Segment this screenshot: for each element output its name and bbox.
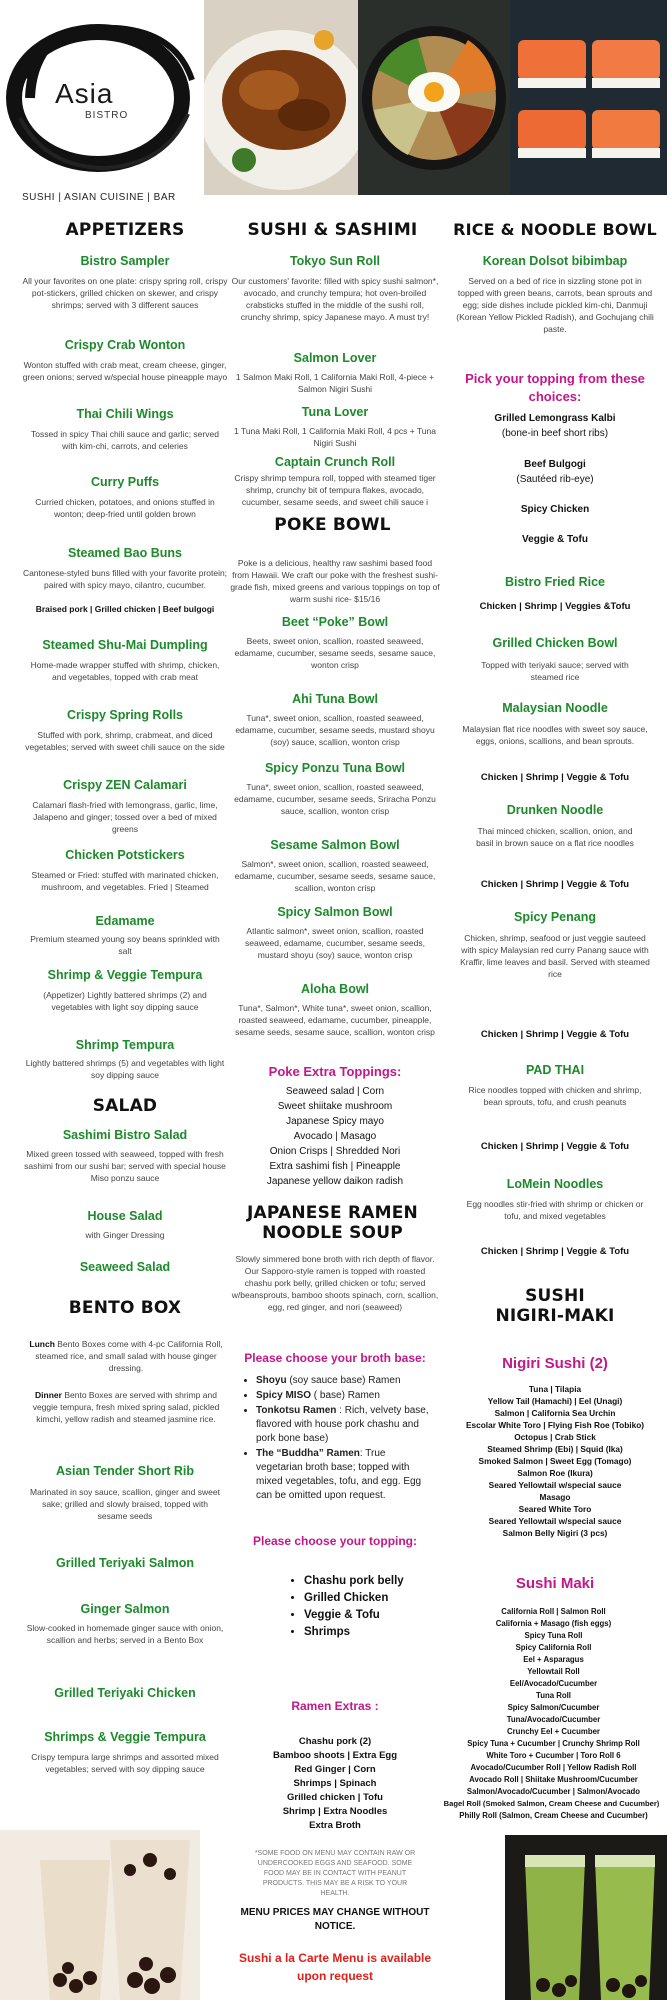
sushi-heading: SUSHI & SASHIMI: [247, 220, 418, 240]
maki-line: Eel/Avocado/Cucumber: [509, 1679, 598, 1688]
ramen-heading-1: JAPANESE RAMEN: [247, 1203, 418, 1223]
maki-line: Spicy Tuna Roll: [524, 1631, 583, 1640]
topping-title: Please choose your topping:: [252, 1534, 418, 1548]
item-desc: Calamari flash-fried with lemongrass, garlic, lime, Jalapeno and ginger; tossed over a bed of mixed greens: [32, 800, 218, 834]
item-name: Spicy Salmon Bowl: [277, 905, 393, 919]
item-desc: Egg noodles stir-fried with shrimp or chicken or tofu, and mixed vegetables: [466, 1199, 644, 1221]
nigiri-line: Seared Yellowtail w/special sauce: [488, 1516, 622, 1526]
maki-line: California + Masago (fish eggs): [495, 1619, 612, 1628]
item-options: Braised pork | Grilled chicken | Beef bulgogi: [35, 604, 215, 614]
item-desc: (Appetizer) Lightly battered shrimps (2) and vegetables with light soy dipping sauce: [43, 990, 207, 1012]
maki-line: Spicy Salmon/Cucumber: [507, 1703, 600, 1712]
item-desc: All your favorites on one plate: crispy spring roll, crispy pot-stickers, grilled chicken on skewer, and crispy shrimps; served with 3 different sauces: [22, 276, 228, 310]
lunch-text: Bento Boxes come with 4-pc California Roll, steamed rice, and small salad with house ginger dressing.: [35, 1339, 223, 1373]
header: [0, 0, 667, 203]
maki-line: Avocado/Cucumber Roll | Yellow Radish Roll: [470, 1763, 637, 1772]
maki-line: Yellowtail Roll: [527, 1667, 580, 1676]
item-desc: Our customers' favorite: filled with spicy sushi salmon*, avocado, and crunchy tempura; hot oven-broiled crabsticks stuffed in the middle of the sushi roll, crunchy shrimp, spicy Japanese mayo. A must try!: [231, 276, 439, 322]
item-name: Sesame Salmon Bowl: [270, 838, 400, 852]
item-desc: Curried chicken, potatoes, and onions stuffed in wonton; deep-fried until golden brown: [35, 497, 215, 519]
ramen-extra: Extra Broth: [309, 1820, 361, 1831]
item-name: Korean Dolsot bibimbap: [482, 254, 628, 268]
item-name: Shrimps & Veggie Tempura: [44, 1730, 206, 1744]
item-name: Shrimp & Veggie Tempura: [47, 968, 203, 982]
salad-heading: SALAD: [92, 1096, 158, 1116]
nigiri-line: Seared Yellowtail w/special sauce: [488, 1480, 622, 1490]
item-name: Grilled Teriyaki Chicken: [54, 1686, 196, 1700]
item-options: Chicken | Shrimp | Veggie & Tofu: [480, 1141, 630, 1152]
bubble-tea-photo: [0, 1830, 200, 2000]
rice-topping-title: Pick your topping from these choices:: [465, 371, 645, 404]
topping-option: • Veggie & Tofu: [304, 1607, 410, 1624]
broth-option: • Tonkotsu Ramen : Rich, velvety base, flavored with house pork chashu and pork bone base): [256, 1404, 430, 1446]
rice-topping: Spicy Chicken: [520, 504, 590, 515]
poke-extras-1: Sweet shiitake mushroom: [277, 1101, 393, 1112]
poke-extras-5: Extra sashimi fish | Pineapple: [269, 1161, 401, 1172]
item-desc: 1 Salmon Maki Roll, 1 California Maki Roll, 4-piece + Salmon Nigiri Sushi: [235, 372, 435, 394]
broth-list: [244, 1374, 430, 1504]
item-options: Chicken | Shrimp | Veggie & Tofu: [480, 1029, 630, 1040]
nigiri-line: Salmon Belly Nigiri (3 pcs): [502, 1528, 608, 1538]
item-desc: Mixed green tossed with seaweed, topped with fresh sashimi from our sushi bar; served with special house Miso ponzu sauce: [24, 1149, 226, 1183]
teriyaki-photo: [204, 0, 358, 195]
item-desc: Marinated in soy sauce, scallion, ginger and sweet sake; grilled and slowly braised, topped with sesame seeds: [30, 1487, 220, 1521]
item-desc: Atlantic salmon*, sweet onion, scallion, roasted seaweed, edamame, cucumber, sesame seeds, mustard shoyu (soy) sauce, wonton crisp: [244, 926, 425, 960]
nigiri-heading-2: NIGIRI-MAKI: [495, 1306, 615, 1326]
poke-extras-0: Seaweed salad | Corn: [285, 1086, 385, 1097]
item-options: Chicken | Shrimp | Veggies &Tofu: [479, 601, 631, 612]
item-name: Steamed Bao Buns: [68, 546, 182, 560]
item-desc: Wonton stuffed with crab meat, cream cheese, ginger, green onions; served w/special house pineapple mayo: [22, 360, 228, 382]
ramen-extra: Red Ginger | Corn: [294, 1764, 376, 1775]
poke-extras-4: Onion Crisps | Shredded Nori: [269, 1146, 401, 1157]
ramen-extra: Grilled chicken | Tofu: [287, 1792, 383, 1803]
item-name: LoMein Noodles: [506, 1177, 604, 1191]
green-tea-photo: [505, 1835, 667, 2000]
item-desc: Crispy shrimp tempura roll, topped with steamed tiger shrimp, crunchy bit of tempura flakes, avocado, cucumber, sesame seeds, and sweet chili sauce i: [234, 473, 436, 507]
dinner-label: Dinner: [35, 1390, 62, 1400]
item-name: Thai Chili Wings: [76, 407, 174, 421]
item-name: Ginger Salmon: [80, 1602, 170, 1616]
ramen-extra: Shrimps | Spinach: [293, 1778, 377, 1789]
item-name: Grilled Teriyaki Salmon: [55, 1556, 194, 1570]
broth-option: • Shoyu (soy sauce base) Ramen: [256, 1374, 430, 1388]
item-desc: Tossed in spicy Thai chili sauce and garlic; served with kim-chi, carrots, and celeries: [31, 429, 219, 451]
item-name: Spicy Ponzu Tuna Bowl: [264, 761, 406, 775]
maki-line: Avocado Roll | Shiitake Mushroom/Cucumber: [469, 1775, 638, 1784]
maki-line: Tuna/Avocado/Cucumber: [506, 1715, 601, 1724]
item-desc: Rice noodles topped with chicken and shrimp, bean sprouts, tofu, and crush peanuts: [468, 1085, 642, 1107]
maki-line: Crunchy Eel + Cucumber: [507, 1727, 600, 1736]
item-name: Tokyo Sun Roll: [289, 254, 381, 268]
item-name: Curry Puffs: [90, 475, 160, 489]
item-name: Beet “Poke” Bowl: [281, 615, 389, 629]
maki-line: California Roll | Salmon Roll: [501, 1607, 606, 1616]
broth-title: Please choose your broth base:: [244, 1351, 426, 1365]
bento-lunch-note: [22, 1338, 230, 1374]
price-notice: MENU PRICES MAY CHANGE WITHOUT NOTICE.: [240, 1907, 430, 1932]
topping-option: • Grilled Chicken: [304, 1590, 410, 1607]
raw-food-disclaimer: *SOME FOOD ON MENU MAY CONTAIN RAW OR UNDERCOOKED EGGS AND SEAFOOD. SOME FOOD MAY BE IN CONTACT WITH PEANUT PRODUCTS. THIS MAY BE A RISK TO YOUR HEALTH.: [254, 1850, 416, 1897]
item-desc: Tuna*, sweet onion, scallion, roasted seaweed, edamame, cucumber, sesame seeds, Sriracha Ponzu sauce, scallion, wonton crisp: [234, 782, 436, 816]
rice-topping: Beef Bulgogi: [524, 459, 586, 470]
item-name: Spicy Penang: [514, 910, 596, 924]
ramen-extra: Shrimp | Extra Noodles: [282, 1806, 388, 1817]
poke-extras-3: Avocado | Masago: [293, 1131, 377, 1142]
item-name: Ahi Tuna Bowl: [292, 692, 378, 706]
topping-option: • Chashu pork belly: [304, 1573, 410, 1590]
nigiri-line: Octopus | Crab Stick: [514, 1432, 596, 1442]
item-name: House Salad: [87, 1209, 163, 1223]
ramen-intro: Slowly simmered bone broth with rich depth of flavor. Our Sapporo-style ramen is topped with roasted chashu pork belly, grilled chicken or tofu; served w/beansprouts, bamboo shoots spinach, corn, scallion, egg, red ginger, and nori (seaweed): [231, 1254, 439, 1312]
item-desc: Stuffed with pork, shrimp, crabmeat, and diced vegetables; served with sweet chili sauce on the side: [25, 730, 225, 752]
item-desc: 1 Tuna Maki Roll, 1 California Maki Roll, 4 pcs + Tuna Nigiri Sushi: [234, 426, 436, 448]
maki-line: Philly Roll (Salmon, Cream Cheese and Cucumber): [459, 1811, 648, 1820]
nigiri-title: Nigiri Sushi (2): [502, 1355, 608, 1372]
item-options: Chicken | Shrimp | Veggie & Tofu: [480, 879, 630, 890]
rice-heading: RICE & NOODLE BOWL: [453, 220, 657, 239]
nigiri-heading-1: SUSHI: [525, 1286, 585, 1306]
nigiri-line: Yellow Tail (Hamachi) | Eel (Unagi): [487, 1396, 623, 1406]
rice-topping: Veggie & Tofu: [522, 534, 588, 545]
poke-extras-title: Poke Extra Toppings:: [268, 1064, 402, 1079]
ramen-extra: Bamboo shoots | Extra Egg: [272, 1750, 398, 1761]
item-desc: with Ginger Dressing: [85, 1230, 165, 1240]
poke-extras-2: Japanese Spicy mayo: [286, 1116, 384, 1127]
item-name: Edamame: [95, 914, 155, 928]
item-desc: Cantonese-styled buns filled with your favorite protein; paired with spicy mayo, cilantro, cucumber.: [22, 568, 228, 590]
ramen-topping-list: [290, 1573, 410, 1641]
item-name: Salmon Lover: [293, 351, 377, 365]
item-name: Chicken Potstickers: [65, 848, 185, 862]
item-desc: Tuna*, sweet onion, scallion, roasted seaweed, edamame, cucumber, sesame seeds, mustard shoyu (soy) sauce, scallion, wonton crisp: [235, 713, 435, 747]
lunch-label: Lunch: [29, 1339, 55, 1349]
maki-line: Tuna Roll: [536, 1691, 571, 1700]
item-name: Crispy ZEN Calamari: [63, 778, 187, 792]
nigiri-line: Masago: [539, 1492, 571, 1502]
dinner-text: Bento Boxes are served with shrimp and veggie tempura, fresh mixed spring salad, pickled kimchi, yellow radish and steamed jasmine rice.: [32, 1390, 220, 1424]
item-name: Sashimi Bistro Salad: [62, 1128, 188, 1142]
nigiri-line: Tuna | Tilapia: [528, 1384, 582, 1394]
item-desc: Slow-cooked in homemade ginger sauce with onion, scallion and herbs; served in a Bento Box: [26, 1623, 224, 1645]
item-name: Bistro Sampler: [80, 254, 170, 268]
item-name: Bistro Fried Rice: [504, 575, 606, 589]
item-name: Shrimp Tempura: [75, 1038, 175, 1052]
item-options: Chicken | Shrimp | Veggie & Tofu: [480, 1246, 630, 1257]
item-desc: Beets, sweet onion, scallion, roasted seaweed, edamame, cucumber, sesame seeds, sesame sauce, wonton crisp: [234, 636, 436, 670]
maki-line: Bagel Roll (Smoked Salmon, Cream Cheese and Cucumber): [443, 1799, 660, 1808]
bibimbap-photo: [358, 0, 510, 195]
broth-option: • The “Buddha” Ramen: True vegetarian broth base; topped with mixed vegetables, tofu, and egg. Egg can be omitted upon request.: [256, 1447, 430, 1503]
brand-subtitle: BISTRO: [85, 110, 129, 121]
item-name: Asian Tender Short Rib: [56, 1464, 194, 1478]
item-name: PAD THAI: [525, 1063, 585, 1077]
item-name: Seaweed Salad: [79, 1260, 171, 1274]
item-desc: Lightly battered shrimps (5) and vegetables with light soy dipping sauce: [25, 1058, 225, 1080]
item-desc: Home-made wrapper stuffed with shrimp, chicken, and vegetables, topped with crab meat: [30, 660, 220, 682]
item-desc: Tuna*, Salmon*, White tuna*, sweet onion, scallion, roasted seaweed, edamame, cucumber, pineapple, sesame seeds, sesame sauce, scallion, wonton crisp: [235, 1003, 435, 1037]
item-name: Malaysian Noodle: [502, 701, 608, 715]
item-options: Chicken | Shrimp | Veggie & Tofu: [480, 772, 630, 783]
item-desc: Premium steamed young soy beans sprinkled with salt: [30, 934, 220, 956]
brand-name: Asia: [55, 78, 114, 109]
rice-topping-note: (bone-in beef short ribs): [501, 428, 609, 439]
item-name: Crispy Spring Rolls: [67, 708, 183, 722]
broth-option: • Spicy MISO ( base) Ramen: [256, 1389, 430, 1403]
nigiri-line: Steamed Shrimp (Ebi) | Squid (Ika): [487, 1444, 623, 1454]
maki-line: Eel + Asparagus: [523, 1655, 584, 1664]
item-desc: Served on a bed of rice in sizzling stone pot in topped with green beans, carrots, bean sprouts and egg; side dishes include pickled kim-chi, Danmuji (Korean Yellow Pickled Radish), and Gochujang chili paste.: [456, 276, 654, 334]
item-desc: Salmon*, sweet onion, scallion, roasted seaweed, edamame, cucumber, sesame seeds, sesame sauce, scallion, wonton crisp: [234, 859, 436, 893]
sushi-photo: [510, 0, 667, 195]
item-name: Aloha Bowl: [300, 982, 370, 996]
nigiri-line: Escolar White Toro | Flying Fish Roe (Tobiko): [465, 1420, 645, 1430]
item-desc: Steamed or Fried: stuffed with marinated chicken, mushroom, and vegetables. Fried | Steamed: [31, 870, 219, 892]
nigiri-line: Salmon | California Sea Urchin: [494, 1408, 616, 1418]
nigiri-line: Smoked Salmon | Sweet Egg (Tomago): [478, 1456, 632, 1466]
ramen-extra: Chashu pork (2): [298, 1736, 372, 1747]
tagline: SUSHI | ASIAN CUISINE | BAR: [22, 192, 176, 203]
appetizers-heading: APPETIZERS: [65, 220, 185, 240]
maki-line: Spicy Tuna + Cucumber | Crunchy Shrimp Roll: [467, 1739, 640, 1748]
maki-line: White Toro + Cucumber | Toro Roll 6: [486, 1751, 621, 1760]
item-name: Captain Crunch Roll: [274, 455, 396, 469]
item-desc: Thai minced chicken, scallion, onion, and basil in brown sauce on a flat rice noodles: [476, 826, 634, 848]
poke-intro: Poke is a delicious, healthy raw sashimi based food from Hawaii. We craft our poke with the freshest sushi-grade fish, mixed greens and various toppings on top of warm sushi rice- $15/16: [230, 558, 440, 604]
nigiri-line: Salmon Roe (Ikura): [517, 1468, 593, 1478]
item-name: Steamed Shu-Mai Dumpling: [42, 638, 208, 652]
item-name: Grilled Chicken Bowl: [492, 636, 618, 650]
maki-line: Spicy California Roll: [515, 1643, 592, 1652]
topping-option: • Shrimps: [304, 1624, 410, 1641]
poke-extras-6: Japanese yellow daikon radish: [266, 1176, 404, 1187]
rice-topping: Grilled Lemongrass Kalbi: [494, 413, 616, 424]
bento-heading: BENTO BOX: [68, 1298, 182, 1318]
item-name: Tuna Lover: [301, 405, 369, 419]
rice-topping-note: (Sautéed rib-eye): [516, 474, 594, 485]
nigiri-line: Seared White Toro: [518, 1504, 592, 1514]
maki-title: Sushi Maki: [515, 1575, 595, 1592]
ramen-extras-title: Ramen Extras :: [291, 1699, 379, 1713]
ramen-heading-2: NOODLE SOUP: [262, 1223, 403, 1243]
item-name: Crispy Crab Wonton: [64, 338, 186, 352]
bento-dinner-note: [22, 1389, 230, 1425]
maki-line: Salmon/Avocado/Cucumber | Salmon/Avocado: [466, 1787, 641, 1796]
alacarte-notice: Sushi a la Carte Menu is available upon request: [238, 1951, 432, 1983]
item-name: Drunken Noodle: [506, 803, 604, 817]
poke-heading: POKE BOWL: [274, 515, 391, 535]
item-desc: Chicken, shrimp, seafood or just veggie sauteed with spicy Malaysian red curry Panang sauce with Kraffir, lime leaves and basil. Served with steamed rice: [460, 933, 650, 979]
item-desc: Malaysian flat rice noodles with sweet soy sauce, eggs, onions, scallions, and bean sprouts.: [462, 724, 648, 746]
item-desc: Crispy tempura large shrimps and assorted mixed vegetables; served with soy dipping sauce: [31, 1752, 219, 1774]
item-desc: Topped with teriyaki sauce; served with steamed rice: [481, 660, 629, 682]
